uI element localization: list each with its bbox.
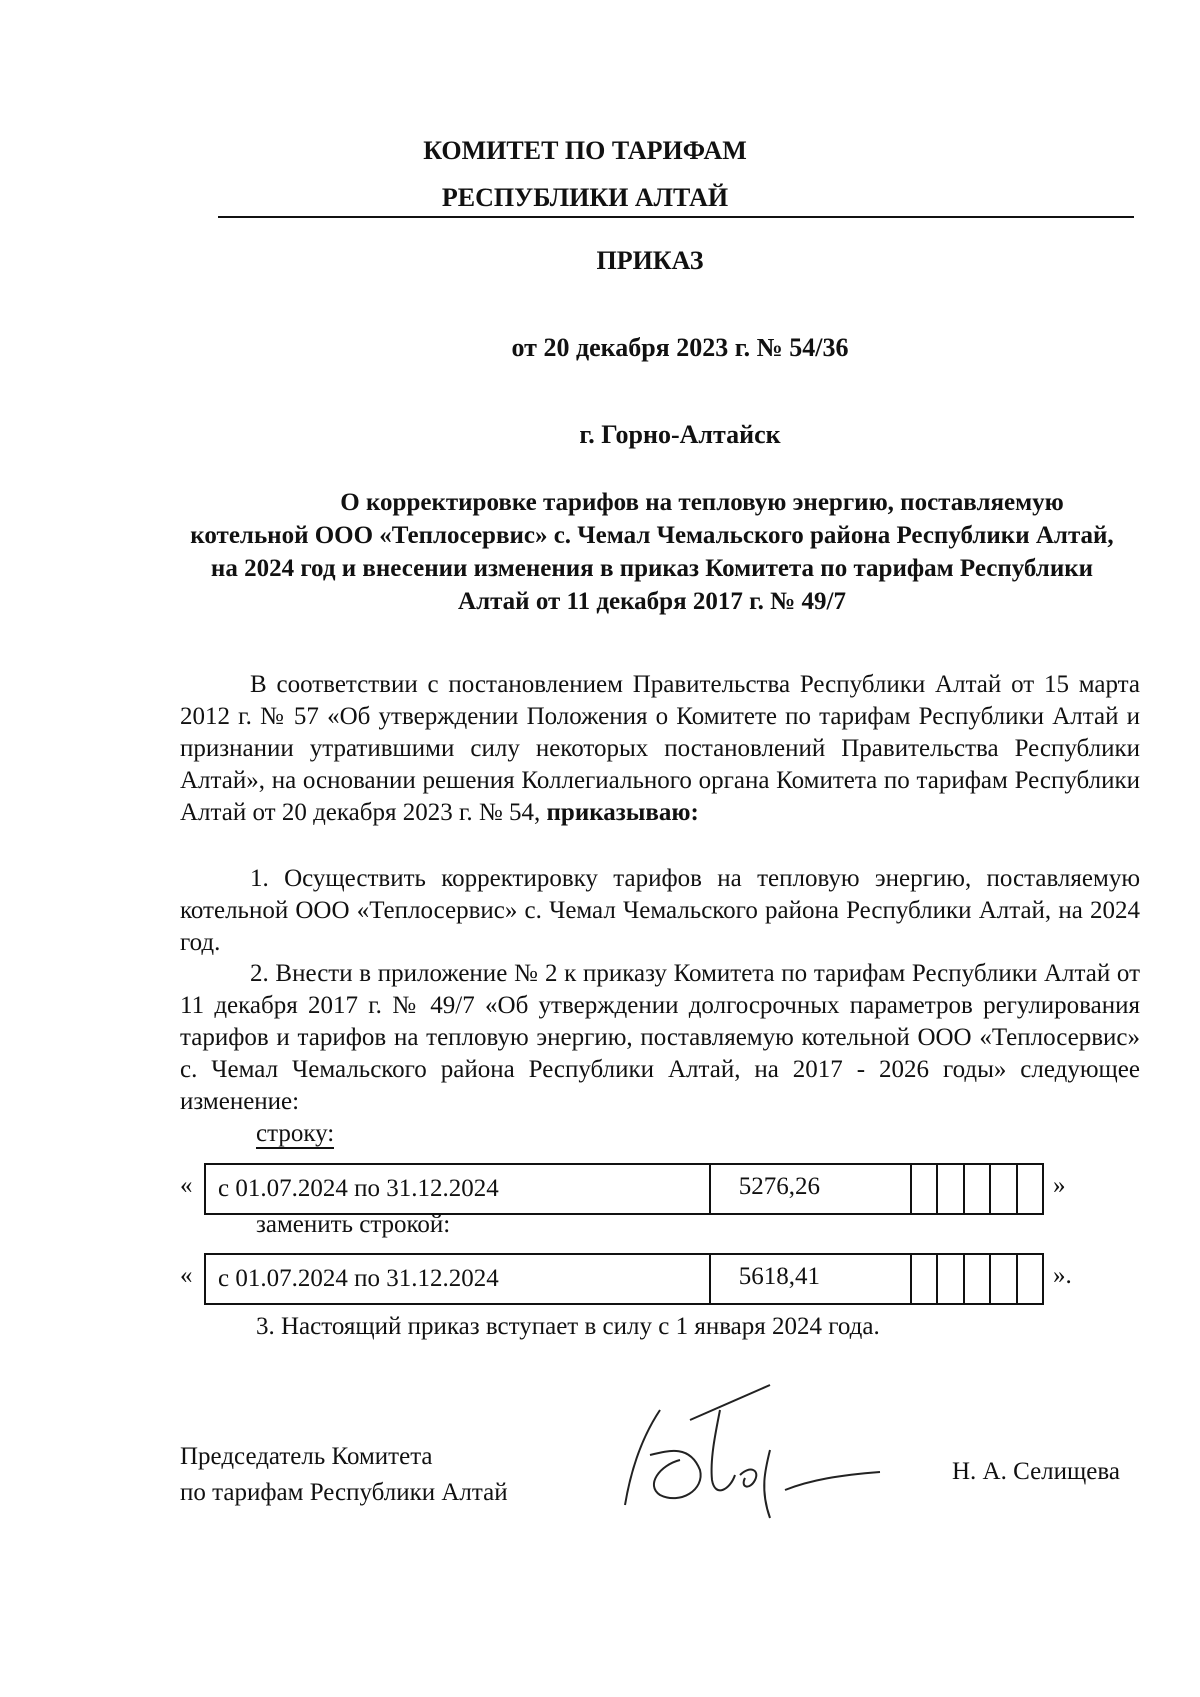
org-name-line1: КОМИТЕТ ПО ТАРИФАМ <box>423 136 747 165</box>
empty-cell <box>938 1255 964 1303</box>
empty-cell <box>912 1165 938 1213</box>
quote-open-old: « <box>180 1172 193 1199</box>
document-subject-text: О корректировке тарифов на тепловую энергию, поставляемую котельной ООО «Теплосервис» с. Чемал Чемальского района Республики Алтай, на 2024 год и внесении изменения в приказ Комитета по тарифам Республики Алтай от 11 декабря 2017 г. № 49/7 <box>190 489 1114 615</box>
handwritten-signature <box>620 1380 920 1520</box>
label-old-row <box>256 1120 334 1148</box>
new-tariff-row <box>204 1253 1044 1305</box>
item-2-text: 2. Внести в приложение № 2 к приказу Комитета по тарифам Республики Алтай от 11 декабря 2017 г. № 49/7 «Об утверждении долгосрочных параметров регулирования тарифов и тарифов на тепловую энергию, поставляемую котельной ООО «Теплосервис» с. Чемал Чемальского района Республики Алтай, на 2017 - 2026 годы» следующее изменение: <box>180 960 1140 1115</box>
empty-cell <box>1018 1165 1042 1213</box>
document-subject <box>180 486 1124 618</box>
item-1-text: 1. Осуществить корректировку тарифов на тепловую энергию, поставляемую котельной ООО «Теплосервис» с. Чемал Чемальского района Республики Алтай, на 2024 год. <box>180 865 1140 956</box>
signatory-name: Н. А. Селищева <box>952 1458 1120 1485</box>
quote-close-new: ». <box>1053 1262 1072 1289</box>
item-1-paragraph <box>180 863 1140 959</box>
item-2-paragraph <box>180 958 1140 1118</box>
document-date-number: от 20 декабря 2023 г. № 54/36 <box>511 333 849 362</box>
empty-cell <box>965 1255 991 1303</box>
label-old-row-text: строку: <box>256 1120 335 1147</box>
empty-cell <box>991 1255 1017 1303</box>
empty-cell <box>965 1165 991 1213</box>
org-name-line2: РЕСПУБЛИКИ АЛТАЙ <box>441 183 729 212</box>
item-3-paragraph: 3. Настоящий приказ вступает в силу с 1 января 2024 года. <box>256 1313 880 1340</box>
old-tariff-row <box>204 1163 1044 1215</box>
label-new-row: заменить строкой: <box>256 1211 451 1238</box>
new-row-period: с 01.07.2024 по 31.12.2024 <box>206 1255 711 1303</box>
empty-cell <box>1018 1255 1042 1303</box>
quote-close-old: » <box>1053 1172 1066 1199</box>
old-row-period: с 01.07.2024 по 31.12.2024 <box>206 1165 711 1213</box>
signatory-position-line2: по тарифам Республики Алтай <box>180 1479 508 1506</box>
document-type: ПРИКАЗ <box>596 246 704 275</box>
header-divider <box>218 216 1134 218</box>
signatory-position <box>180 1439 508 1511</box>
empty-cell <box>991 1165 1017 1213</box>
quote-open-new: « <box>180 1262 193 1289</box>
intro-order-word: приказываю: <box>546 799 699 826</box>
document-city: г. Горно-Алтайск <box>579 420 781 449</box>
empty-cell <box>912 1255 938 1303</box>
intro-text: В соответствии с постановлением Правительства Республики Алтай от 15 марта 2012 г. № 57 «Об утверждении Положения о Комитете по тарифам Республики Алтай и признании утратившими силу некоторых постановлений Правительства Республики Алтай», на основании решения Коллегиального органа Комитета по тарифам Республики Алтай от 20 декабря 2023 г. № 54, <box>180 671 1140 826</box>
signatory-position-line1: Председатель Комитета <box>180 1443 433 1470</box>
new-row-value: 5618,41 <box>711 1255 912 1303</box>
old-row-value: 5276,26 <box>711 1165 912 1213</box>
intro-paragraph <box>180 669 1140 829</box>
empty-cell <box>938 1165 964 1213</box>
